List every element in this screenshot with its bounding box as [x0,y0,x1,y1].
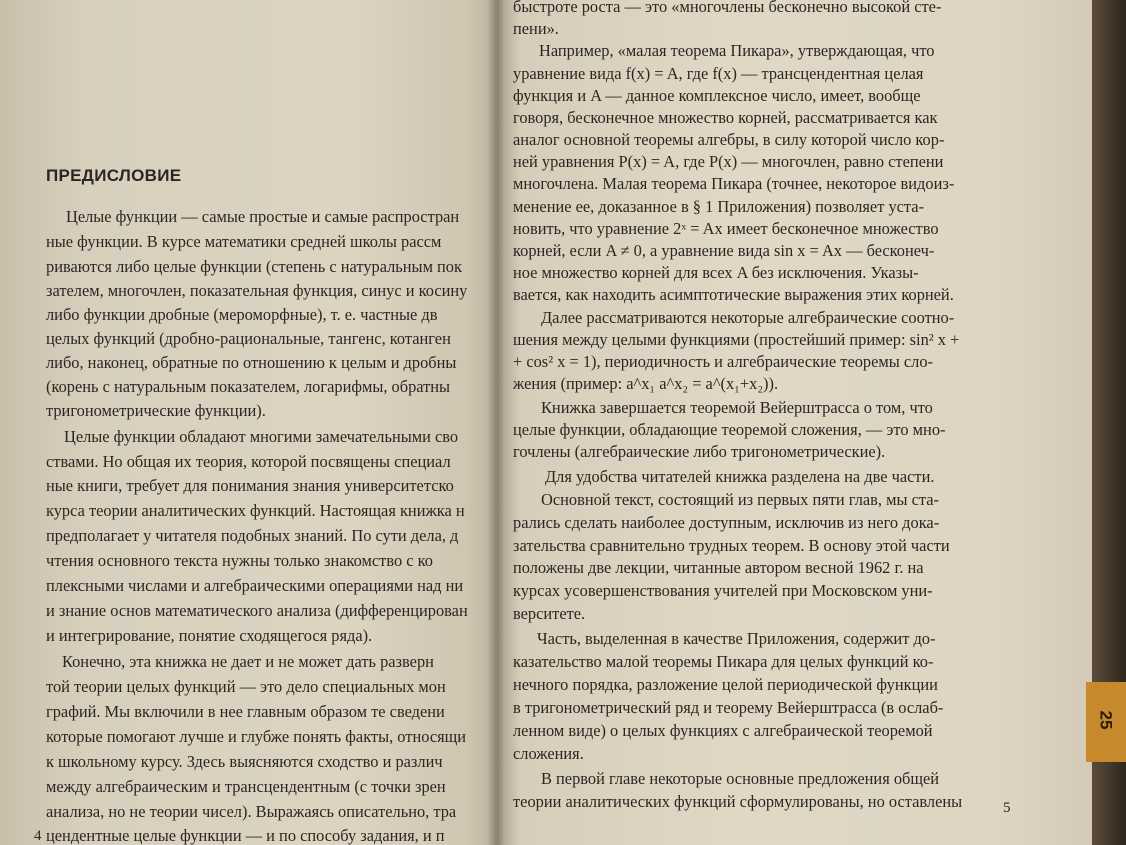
text-line: ней уравнения P(x) = A, где P(x) — многочлен, равно степени [513,152,944,171]
text-line: аналог основной теоремы алгебры, в силу которой число кор- [513,130,945,149]
page-heading: ПРЕДИСЛОВИЕ [46,166,182,185]
text-line: ные функции. В курсе математики средней школы рассм [46,232,442,251]
text-line: вается, как находить асимптотические выражения этих корней. [513,285,954,304]
text-line: ные книги, требует для понимания знания университетско [46,476,454,495]
text-line: Основной текст, состоящий из первых пяти глав, мы ста- [541,490,939,509]
text-line: к школьному курсу. Здесь выясняются сходство и различ [46,752,443,771]
text-line: ное множество корней для всех A без исключения. Указы- [513,263,919,282]
text-line: и интегрирование, понятие сходящегося ряда). [46,626,373,645]
text-line: Например, «малая теорема Пикара», утверждающая, что [539,41,935,60]
text-line: зательства сравнительно трудных теорем. В основу этой части [513,536,950,555]
text-line: анализа, но не теории чисел). Выражаясь описательно, тра [46,802,457,821]
text-line: Целые функции — самые простые и самые распростран [66,207,460,226]
text-line: цендентные целые функции — и по способу задания, и п [46,826,445,845]
text-line: жения (пример: a^x₁ a^x₂ = a^(x₁+x₂)). [513,374,779,393]
text-line: пени». [513,19,559,38]
text-line: риваются либо целые функции (степень с натуральным пок [46,257,462,276]
text-line: графий. Мы включили в нее главным образом те сведени [46,702,445,721]
text-line: Целые функции обладают многими замечательными сво [64,427,459,446]
text-line: зателем, многочлен, показательная функция, синус и косину [46,281,468,300]
text-line: менение ее, доказанное в § 1 Приложения) позволяет уста- [513,197,925,216]
text-line: и знание основ математического анализа (дифференцирован [46,601,468,620]
text-line: новить, что уравнение 2ˣ = Ax имеет бесконечное множество [513,219,939,238]
index-tab [1086,682,1126,762]
text-line: (корень с натуральным показателем, логарифмы, обратны [46,377,451,396]
text-line: чтения основного текста нужны только знакомство с ко [46,551,433,570]
text-line: быстроте роста — это «многочлены бесконечно высокой сте- [513,0,942,16]
text-line: теории аналитических функций сформулированы, но оставлены [513,792,963,811]
text-line: предполагает у читателя подобных знаний. По сути дела, д [46,526,459,545]
text-line: говоря, бесконечное множество корней, рассматривается как [513,108,938,127]
text-line: между алгебраическим и трансцендентным (с точки зрен [46,777,446,796]
text-line: В первой главе некоторые основные предложения общей [541,769,940,788]
text-line: корней, если A ≠ 0, а уравнение вида sin x = Ax — бесконеч- [513,241,935,260]
text-line: целые функции, обладающие теоремой сложения, — это мно- [513,420,946,439]
text-line: уравнение вида f(x) = A, где f(x) — трансцендентная целая [513,64,924,83]
text-line: Часть, выделенная в качестве Приложения, содержит до- [537,629,936,648]
text-line: в тригонометрический ряд и теорему Вейерштрасса (в ослаб- [513,698,944,717]
text-line: либо функции дробные (мероморфные), т. е. частные дв [46,305,438,324]
text-line: которые помогают лучше и глубже понять факты, относящи [46,727,467,746]
book-gutter-shadow [487,0,505,845]
right-page [497,0,1092,845]
text-line: Книжка завершается теоремой Вейерштрасса о том, что [541,398,933,417]
text-line: Для удобства читателей книжка разделена на две части. [545,467,935,486]
page-number: 5 [1003,800,1011,816]
text-line: нечного порядка, разложение целой периодической функции [513,675,938,694]
left-page [0,0,497,845]
index-tab-label: 25 [1096,710,1116,730]
text-line: положены две лекции, читанные автором весной 1962 г. на [513,558,924,577]
text-line: гочлены (алгебраические либо тригонометрические). [513,442,886,461]
text-line: + cos² x = 1), периодичность и алгебраические теоремы сло- [513,352,933,371]
text-line: сложения. [513,744,584,763]
text-line: ленном виде) о целых функциях с алгебраической теоремой [513,721,933,740]
text-line: той теории целых функций — это дело специальных мон [46,677,446,696]
text-line: верситете. [513,604,586,623]
text-line: рались сделать наиболее доступным, исключив из него дока- [513,513,940,532]
text-line: либо, наконец, обратные по отношению к целым и дробны [46,353,457,372]
text-line: курса теории аналитических функций. Настоящая книжка н [46,501,465,520]
text-line: курсах усовершенствования учителей при Московском уни- [513,581,933,600]
text-line: ствами. Но общая их теория, которой посвящены специал [46,452,451,471]
text-line: Далее рассматриваются некоторые алгебраические соотно- [541,308,955,327]
page-number: 4 [34,828,42,844]
text-line: шения между целыми функциями (простейший пример: sin² x + [513,330,960,349]
text-line: функция и A — данное комплексное число, имеет, вообще [513,86,921,105]
text-line: Конечно, эта книжка не дает и не может дать разверн [62,652,434,671]
text-line: казательство малой теоремы Пикара для целых функций ко- [513,652,934,671]
text-line: плексными числами и алгебраическими операциями над ни [46,576,464,595]
text-line: многочлена. Малая теорема Пикара (точнее, некоторое видоиз- [513,174,955,193]
text-line: целых функций (дробно-рациональные, тангенс, котанген [46,329,451,348]
text-line: тригонометрические функции). [46,401,266,420]
